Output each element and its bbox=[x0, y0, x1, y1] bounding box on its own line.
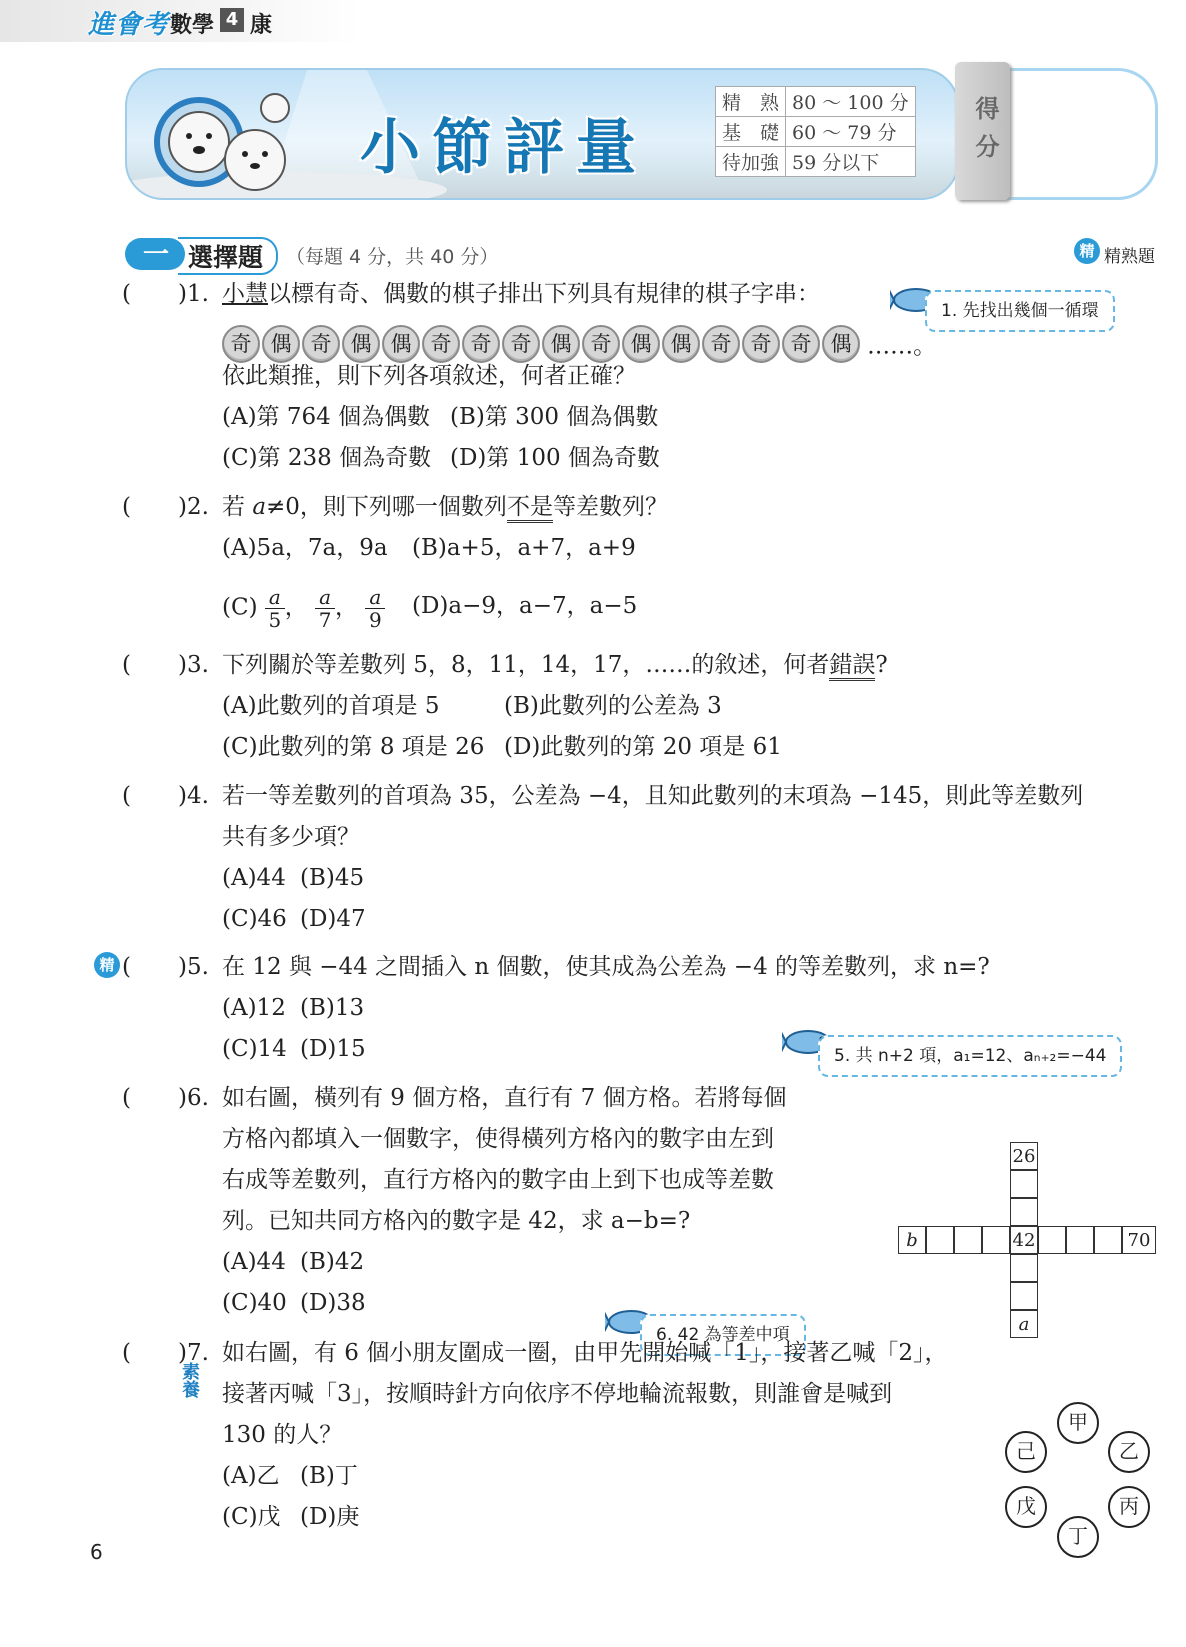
grid-cell bbox=[1038, 1226, 1066, 1254]
q5-option-d[interactable]: (D)15 bbox=[300, 1036, 366, 1062]
mastery-legend-label: 精熟題 bbox=[1104, 247, 1155, 267]
chess-token: 奇 bbox=[462, 325, 500, 363]
q6-stem-line: 如右圖，橫列有 9 個方格，直行有 7 個方格。若將每個 bbox=[222, 1085, 787, 1111]
grade-level: 基 礎 bbox=[716, 117, 786, 147]
q7-option-d[interactable]: (D)庚 bbox=[300, 1504, 360, 1530]
answer-paren[interactable]: ( bbox=[122, 1340, 131, 1366]
child-circle: 丙 bbox=[1108, 1486, 1150, 1528]
q4-option-c[interactable]: (C)46 bbox=[222, 906, 287, 932]
chess-token: 偶 bbox=[262, 325, 300, 363]
grade-row bbox=[716, 117, 916, 147]
grid-cell: 70 bbox=[1122, 1226, 1156, 1254]
answer-paren[interactable]: ( bbox=[122, 494, 131, 520]
q5-number: )5. bbox=[178, 954, 209, 980]
chess-token: 奇 bbox=[222, 325, 260, 363]
grid-cell: b bbox=[898, 1226, 926, 1254]
q4-option-d[interactable]: (D)47 bbox=[300, 906, 366, 932]
q6-stem-line: 右成等差數列，直行方格內的數字由上到下也成等差數 bbox=[222, 1167, 774, 1193]
score-label: 得分 bbox=[971, 96, 999, 172]
q7-number: )7. bbox=[178, 1340, 209, 1366]
mastery-icon: 精 bbox=[1074, 238, 1100, 264]
grade-row bbox=[716, 87, 916, 117]
chess-token: 偶 bbox=[542, 325, 580, 363]
brand-logo: 進會考 bbox=[88, 10, 170, 40]
q6-option-d[interactable]: (D)38 bbox=[300, 1290, 366, 1316]
q3-option-c[interactable]: (C)此數列的第 8 項是 26 bbox=[222, 734, 485, 760]
answer-paren[interactable]: ( bbox=[122, 783, 131, 809]
grid-cell bbox=[954, 1226, 982, 1254]
grade-level: 精 熟 bbox=[716, 87, 786, 117]
q6-stem-line: 方格內都填入一個數字，使得橫列方格內的數字由左到 bbox=[222, 1126, 774, 1152]
subject-label: 數學 bbox=[170, 13, 215, 38]
q2-option-a[interactable]: (A)5a，7a，9a bbox=[222, 535, 388, 561]
fraction: $\frac{a}{9}$ bbox=[365, 586, 385, 631]
child-circle: 甲 bbox=[1057, 1402, 1099, 1444]
answer-paren[interactable]: ( bbox=[122, 281, 131, 307]
q7-option-c[interactable]: (C)戊 bbox=[222, 1504, 281, 1530]
chess-token: 奇 bbox=[582, 325, 620, 363]
page-number: 6 bbox=[90, 1540, 103, 1564]
q2-option-c[interactable]: (C) $\frac{a}{5}$， $\frac{a}{7}$， $\frac{a}{9}$ bbox=[222, 586, 385, 631]
q1-option-d[interactable]: (D)第 100 個為奇數 bbox=[450, 445, 660, 471]
section-title: 選擇題 bbox=[188, 243, 264, 272]
chess-token: 偶 bbox=[622, 325, 660, 363]
mastery-icon: 精 bbox=[94, 952, 120, 978]
grid-cell bbox=[1094, 1226, 1122, 1254]
q5-stem: 在 12 與 −44 之間插入 n 個數，使其成為公差為 −4 的等差數列，求 n=? bbox=[222, 954, 990, 980]
literacy-tag: 素養 bbox=[179, 1362, 200, 1398]
fraction: $\frac{a}{5}$ bbox=[265, 586, 285, 631]
q7-stem-line: 130 的人？ bbox=[222, 1422, 343, 1448]
q1-number: )1. bbox=[178, 281, 209, 307]
grade-table bbox=[715, 86, 916, 177]
grid-cell bbox=[1066, 1226, 1094, 1254]
q6-option-a[interactable]: (A)44 bbox=[222, 1249, 286, 1275]
q5-option-c[interactable]: (C)14 bbox=[222, 1036, 287, 1062]
grid-cell bbox=[926, 1226, 954, 1254]
grid-diagram bbox=[890, 1142, 1160, 1352]
q1-ellipsis: ……。 bbox=[867, 333, 937, 360]
section-scoring-note: （每題 4 分，共 40 分） bbox=[286, 246, 499, 268]
chess-token: 奇 bbox=[502, 325, 540, 363]
chess-token: 偶 bbox=[822, 325, 860, 363]
page-title: 小節評量 bbox=[360, 113, 648, 183]
chess-token: 偶 bbox=[662, 325, 700, 363]
polar-bear-mascot-icon bbox=[147, 70, 297, 198]
grid-cell bbox=[1010, 1198, 1038, 1226]
chess-token: 奇 bbox=[422, 325, 460, 363]
volume-badge: 4 bbox=[220, 8, 244, 32]
chess-token: 偶 bbox=[382, 325, 420, 363]
grade-row bbox=[716, 147, 916, 177]
grid-cell bbox=[982, 1226, 1010, 1254]
child-circle: 己 bbox=[1005, 1431, 1047, 1473]
score-input-box[interactable] bbox=[995, 68, 1158, 200]
q4-stem-cont: 共有多少項？ bbox=[222, 824, 360, 850]
chess-token: 奇 bbox=[782, 325, 820, 363]
q7-stem-line: 如右圖，有 6 個小朋友圍成一圈，由甲先開始喊「1」，接著乙喊「2」， bbox=[222, 1340, 948, 1366]
q3-option-d[interactable]: (D)此數列的第 20 項是 61 bbox=[504, 734, 782, 760]
grade-range: 60 ～ 79 分 bbox=[786, 117, 916, 147]
q4-option-a[interactable]: (A)44 bbox=[222, 865, 286, 891]
q1-option-a[interactable]: (A)第 764 個為偶數 bbox=[222, 404, 431, 430]
q1-question: 依此類推，則下列各項敘述，何者正確？ bbox=[222, 363, 636, 389]
q7-option-b[interactable]: (B)丁 bbox=[300, 1463, 358, 1489]
child-circle: 戊 bbox=[1005, 1486, 1047, 1528]
q6-option-c[interactable]: (C)40 bbox=[222, 1290, 287, 1316]
fraction: $\frac{a}{7}$ bbox=[315, 586, 335, 631]
grade-level: 待加強 bbox=[716, 147, 786, 177]
grid-cell: a bbox=[1010, 1310, 1038, 1338]
q4-number: )4. bbox=[178, 783, 209, 809]
section-number: 一 bbox=[143, 240, 170, 270]
q4-stem: 若一等差數列的首項為 35，公差為 −4，且知此數列的末項為 −145，則此等差數列 bbox=[222, 783, 1084, 809]
q2-stem: 若 a≠0，則下列哪一個數列不是等差數列？ bbox=[222, 487, 668, 528]
q1-option-c[interactable]: (C)第 238 個為奇數 bbox=[222, 445, 432, 471]
q1-stem: 小慧以標有奇、偶數的棋子排出下列具有規律的棋子字串： bbox=[222, 281, 820, 307]
answer-paren[interactable]: ( bbox=[122, 954, 131, 980]
q2-option-d[interactable]: (D)a−9，a−7，a−5 bbox=[412, 593, 638, 619]
q3-option-b[interactable]: (B)此數列的公差為 3 bbox=[504, 693, 722, 719]
q7-option-a[interactable]: (A)乙 bbox=[222, 1463, 280, 1489]
answer-paren[interactable]: ( bbox=[122, 652, 131, 678]
q1-option-b[interactable]: (B)第 300 個為偶數 bbox=[450, 404, 659, 430]
q4-option-b[interactable]: (B)45 bbox=[300, 865, 365, 891]
q6-option-b[interactable]: (B)42 bbox=[300, 1249, 365, 1275]
child-circle: 乙 bbox=[1108, 1431, 1150, 1473]
q5-option-a[interactable]: (A)12 bbox=[222, 995, 286, 1021]
child-circle: 丁 bbox=[1057, 1516, 1099, 1558]
q2-number: )2. bbox=[178, 494, 209, 520]
grid-cell: 26 bbox=[1010, 1142, 1038, 1170]
q6-hint-bubble: 6. 42 為等差中項 bbox=[640, 1314, 806, 1356]
q2-option-b[interactable]: (B)a+5，a+7，a+9 bbox=[412, 535, 636, 561]
q6-number: )6. bbox=[178, 1085, 209, 1111]
chess-token: 偶 bbox=[342, 325, 380, 363]
q5-option-b[interactable]: (B)13 bbox=[300, 995, 365, 1021]
answer-paren[interactable]: ( bbox=[122, 1085, 131, 1111]
grade-range: 59 分以下 bbox=[786, 147, 916, 177]
q1-hint-bubble: 1. 先找出幾個一循環 bbox=[925, 290, 1115, 332]
q7-stem-line: 接著丙喊「3」，按順時針方向依序不停地輪流報數，則誰會是喊到 bbox=[222, 1381, 893, 1407]
chess-token: 奇 bbox=[702, 325, 740, 363]
chess-token: 奇 bbox=[742, 325, 780, 363]
q3-option-a[interactable]: (A)此數列的首項是 5 bbox=[222, 693, 440, 719]
q6-stem-line: 列。已知共同方格內的數字是 42，求 a−b=? bbox=[222, 1208, 691, 1234]
chess-token: 奇 bbox=[302, 325, 340, 363]
grid-cell bbox=[1010, 1282, 1038, 1310]
q3-number: )3. bbox=[178, 652, 209, 678]
q3-stem: 下列關於等差數列 5，8，11，14，17，……的敘述，何者錯誤? bbox=[222, 645, 888, 686]
edition-label: 康 bbox=[250, 13, 273, 38]
grade-range: 80 ～ 100 分 bbox=[786, 87, 916, 117]
q5-hint-bubble: 5. 共 n+2 項，a₁=12、aₙ₊₂=−44 bbox=[818, 1035, 1122, 1077]
grid-cell: 42 bbox=[1010, 1226, 1038, 1254]
grid-cell bbox=[1010, 1254, 1038, 1282]
grid-cell bbox=[1010, 1170, 1038, 1198]
